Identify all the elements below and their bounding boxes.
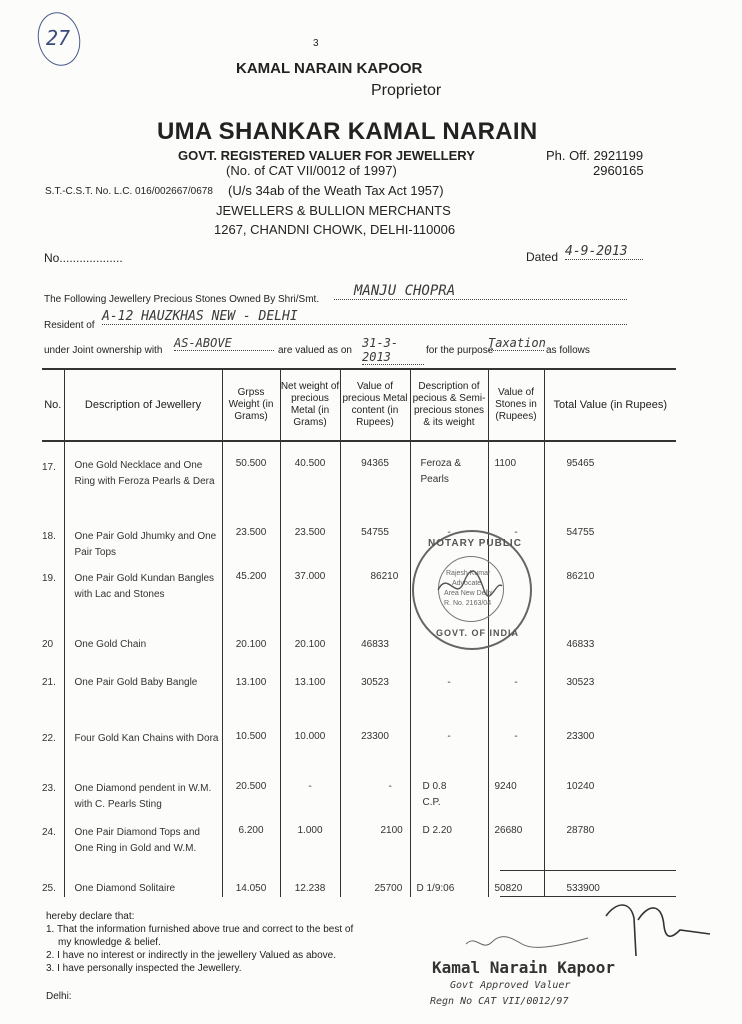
table-row	[42, 771, 676, 819]
row-gross-weight: 20.500	[222, 771, 280, 819]
table-row	[42, 669, 676, 719]
valued-label: are valued as on	[278, 345, 352, 356]
row-gross-weight: 50.500	[222, 441, 280, 511]
row-gross-weight: 45.200	[222, 561, 280, 631]
dated-value: 4-9-2013	[565, 244, 643, 260]
col-header-no: No.	[42, 369, 64, 441]
row-total-value: 46833	[544, 631, 676, 669]
row-number: 24.	[42, 827, 56, 838]
table-header-row	[42, 369, 676, 441]
joint-value: AS-ABOVE	[174, 336, 274, 351]
phone-second: 2960165	[593, 163, 644, 178]
valuer-stamp-name: Kamal Narain Kapoor	[432, 958, 616, 977]
row-description: One Gold Chain	[64, 631, 222, 669]
row-net-weight: 13.100	[280, 669, 340, 719]
row-net-weight: -	[280, 771, 340, 819]
row-description: One Pair Gold Baby Bangle	[64, 669, 222, 719]
row-description: One Diamond Solitaire	[64, 883, 222, 897]
resident-value: A-12 HAUZKHAS NEW - DELHI	[102, 309, 627, 325]
valued-date: 31-3-2013	[362, 336, 424, 365]
table-row	[42, 441, 676, 511]
stcst-number: S.T.-C.S.T. No. L.C. 016/002667/0678	[45, 186, 213, 197]
declaration-heading: hereby declare that:	[46, 911, 135, 922]
table-row	[42, 819, 676, 883]
table-row	[42, 631, 676, 669]
row-net-weight: 20.100	[280, 631, 340, 669]
row-metal-value: 54755	[340, 511, 410, 561]
business-type: JEWELLERS & BULLION MERCHANTS	[216, 203, 451, 218]
row-number: 20	[42, 639, 54, 650]
row-stones-description: -	[410, 669, 488, 719]
row-metal-value: 30523	[340, 669, 410, 719]
row-stones-value: 50820	[488, 883, 544, 897]
table-row	[42, 719, 676, 771]
declaration-item-1: 1. That the information furnished above true and correct to the best of	[46, 924, 354, 935]
row-number: 17.	[42, 462, 56, 473]
row-metal-value: 2100	[340, 819, 410, 883]
row-stones-value: -	[488, 719, 544, 771]
notary-stamp-area: Area New Delhi	[444, 590, 493, 597]
col-header-metal-value: Value of precious Metal content (in Rupees)	[340, 369, 410, 441]
row-total-value: 86210	[544, 561, 676, 631]
row-metal-value: 25700	[340, 883, 410, 897]
row-stones-value: 1100	[488, 441, 544, 511]
subtotal-line	[500, 870, 676, 871]
row-total-value: 10240	[544, 771, 676, 819]
row-total-value: 28780	[544, 819, 676, 883]
valuer-stamp-line-1: Govt Approved Valuer	[450, 980, 571, 991]
place-label: Delhi:	[46, 991, 72, 1002]
declaration-item-1-cont: my knowledge & belief.	[58, 937, 161, 948]
col-header-description: Description of Jewellery	[64, 369, 222, 441]
row-stones-value: -	[488, 511, 544, 561]
notary-stamp-name: Rajesh Kumar	[446, 570, 491, 577]
tax-act: (U/s 34ab of the Weath Tax Act 1957)	[228, 183, 444, 198]
notary-stamp-top-text: NOTARY PUBLIC	[428, 538, 522, 549]
row-number: 23.	[42, 783, 56, 794]
row-gross-weight: 10.500	[222, 719, 280, 771]
valuer-signature-large	[600, 896, 720, 976]
notary-stamp-regn: R. No. 2163/04	[444, 600, 492, 607]
dated-label: Dated	[526, 250, 559, 264]
row-net-weight: 37.000	[280, 561, 340, 631]
row-stones-value: -	[488, 669, 544, 719]
row-stones-description: Feroza & Pearls	[410, 441, 488, 511]
col-header-stones-value: Value of Stones in (Rupees)	[488, 369, 544, 441]
row-net-weight: 1.000	[280, 819, 340, 883]
row-number: 18.	[42, 531, 56, 542]
row-stones-description: -	[410, 719, 488, 771]
row-description: One Diamond pendent in W.M. with C. Pearls Sting	[64, 771, 222, 819]
col-header-stones-description: Description of pecious & Semi-precious stones & its weight	[410, 369, 488, 441]
row-net-weight: 10.000	[280, 719, 340, 771]
col-header-gross-weight: Grpss Weight (in Grams)	[222, 369, 280, 441]
row-total-value: 30523	[544, 669, 676, 719]
firm-address: 1267, CHANDNI CHOWK, DELHI-110006	[214, 222, 456, 237]
phone-office: Ph. Off. 2921199	[546, 148, 644, 163]
col-header-total-value: Total Value (in Rupees)	[544, 369, 676, 441]
row-stones-description: D 0.8 C.P.	[410, 771, 488, 819]
row-metal-value: 23300	[340, 719, 410, 771]
follows-label: as follows	[546, 345, 590, 356]
document-number-field: No...................	[44, 251, 123, 265]
joint-label: under Joint ownership with	[44, 345, 163, 356]
row-metal-value: 86210	[340, 561, 410, 631]
firm-subtitle: GOVT. REGISTERED VALUER FOR JEWELLERY	[178, 148, 475, 163]
purpose-label: for the purpose	[426, 345, 494, 356]
table-row	[42, 883, 676, 897]
row-gross-weight: 6.200	[222, 819, 280, 883]
purpose-value: Taxation	[488, 336, 546, 350]
owner-name: MANJU CHOPRA	[334, 283, 627, 300]
valuer-stamp-line-2: Regn No CAT VII/0012/97	[430, 996, 569, 1007]
row-gross-weight: 14.050	[222, 883, 280, 897]
row-description: Four Gold Kan Chains with Dora	[64, 719, 222, 771]
jewellery-valuation-table	[42, 368, 676, 897]
row-gross-weight: 13.100	[222, 669, 280, 719]
row-metal-value: -	[340, 771, 410, 819]
declaration-item-2: 2. I have no interest or indirectly in the jewellery Valued as above.	[46, 950, 336, 961]
row-number: 25.	[42, 883, 56, 894]
row-number: 19.	[42, 573, 56, 584]
proprietor-name: KAMAL NARAIN KAPOOR	[236, 60, 423, 77]
proprietor-title: Proprietor	[371, 82, 442, 99]
row-net-weight: 12.238	[280, 883, 340, 897]
notary-signature-scribble	[430, 560, 510, 610]
declaration-item-3: 3. I have personally inspected the Jewellery.	[46, 963, 242, 974]
row-total-value: 95465	[544, 441, 676, 511]
row-description: One Pair Diamond Tops and One Ring in Gold and W.M.	[64, 819, 222, 883]
row-metal-value: 94365	[340, 441, 410, 511]
table-row	[42, 511, 676, 561]
owned-by-label: The Following Jewellery Precious Stones Owned By Shri/Smt.	[44, 294, 320, 305]
notary-stamp-bottom-text: GOVT. OF INDIA	[436, 628, 520, 638]
row-stones-description: -	[410, 511, 488, 561]
valuer-signature-small	[462, 928, 592, 958]
row-gross-weight: 20.100	[222, 631, 280, 669]
page-number: 3	[313, 38, 319, 49]
firm-name: UMA SHANKAR KAMAL NARAIN	[157, 118, 538, 145]
row-stones-value: -	[488, 631, 544, 669]
row-gross-weight: 23.500	[222, 511, 280, 561]
row-net-weight: 23.500	[280, 511, 340, 561]
row-description: One Pair Gold Jhumky and One Pair Tops	[64, 511, 222, 561]
row-stones-description: D 2.20	[410, 819, 488, 883]
row-stones-description: D 1/9:06	[410, 883, 488, 897]
resident-label: Resident of	[44, 320, 95, 331]
row-number: 22.	[42, 733, 56, 744]
row-total-value: 23300	[544, 719, 676, 771]
row-number: 21.	[42, 677, 56, 688]
file-number: 27	[46, 26, 71, 50]
row-stones-value: 26680	[488, 819, 544, 883]
row-description: One Pair Gold Kundan Bangles with Lac and Stones	[64, 561, 222, 631]
row-metal-value: 46833	[340, 631, 410, 669]
table-row	[42, 561, 676, 631]
row-net-weight: 40.500	[280, 441, 340, 511]
row-description: One Gold Necklace and One Ring with Feroza Pearls & Dera	[64, 441, 222, 511]
row-stones-value: 9240	[488, 771, 544, 819]
row-total-value: 533900	[544, 883, 676, 897]
col-header-net-weight: Net weight of precious Metal (in Grams)	[280, 369, 340, 441]
notary-stamp-advocate: Advocate	[452, 580, 482, 587]
firm-cat-number: (No. of CAT VII/0012 of 1997)	[226, 163, 397, 178]
row-total-value: 54755	[544, 511, 676, 561]
